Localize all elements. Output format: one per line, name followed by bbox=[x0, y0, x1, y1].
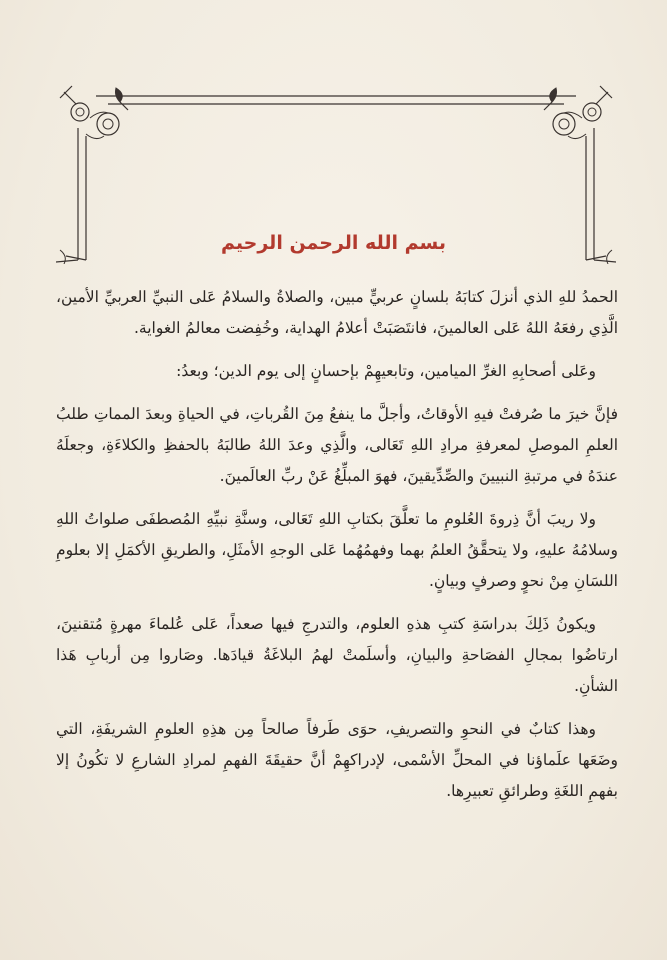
body-text bbox=[56, 282, 618, 819]
corner-ornament-right-icon bbox=[544, 86, 612, 139]
paragraph: ولا ريبَ أنَّ ذِروةَ العُلومِ ما تعلَّقَ بكتابِ اللهِ تَعَالى، وسنَّةِ نبيِّهِ المُصطفَى صلواتُ اللهِ وسلامُهُ عليهِ، ولا يتحقَّقُ العلمُ بهما وفهمُهُما عَلى الوجهِ الأمثَلِ، والطريقِ الأكمَلِ إلا بعلومِ اللسَانِ مِنْ نحوٍ وصرفٍ وبيانٍ. bbox=[56, 510, 618, 590]
paragraph: الحمدُ للهِ الذي أنزلَ كتابَهُ بلسانٍ عربيٍّ مبين، والصلاةُ والسلامُ عَلى النبيِّ العربيِّ الأمين، الَّذِي رفعَهُ اللهُ عَلى العالمينَ، فانتَصَبَتْ أعلامُ الهداية، وخُفِضت معالمُ الغواية. bbox=[56, 288, 618, 337]
paragraph: وهذا كتابٌ في النحوِ والتصريفِ، حوَى طَرفاً صالحاً مِن هذِهِ العلومِ الشريفَةِ، التي وضَعَها علَماؤنا في المحلِّ الأسْمى، لإدراكهِمْ أنَّ حقيقَةَ الفهمِ لمرادِ الشارعِ لا تكُونُ إلا بفهمِ اللغَةِ وطرائقِ تعبيرِها. bbox=[56, 720, 618, 800]
paragraph: وعَلى أصحابِهِ الغرِّ الميامين، وتابعيهِمْ بإحسانٍ إلى يوم الدين؛ وبعدُ: bbox=[176, 362, 596, 380]
paragraph: ويكونُ ذَلِكَ بدراسَةِ كتبِ هذهِ العلوم، والتدرجِ فيها صعداً، عَلى عُلماءَ مهرةٍ مُتقنينَ، ارتاضُوا بمجالِ الفصَاحةِ والبيانِ، وأسلَمتْ لهمُ البلاغَةُ قيادَها. وصَاروا مِن أربابِ هَذا الشأنِ. bbox=[56, 615, 618, 695]
page-heading: بسم الله الرحمن الرحيم bbox=[221, 232, 446, 254]
paragraph: فإنَّ خيرَ ما صُرفتْ فيهِ الأوقاتُ، وأجلَّ ما ينفعُ مِنَ القُرباتِ، في الحياةِ وبعدَ المماتِ طلبُ العلمِ الموصلِ لمعرفةِ مرادِ اللهِ تَعَالى، والَّذِي وعدَ اللهُ طالبَهُ بالحفظِ والكلاءَةِ، وجعلَهُ عندَهُ في مرتبةِ النبيينَ والصِّدِّيقينَ، فهوَ المبلِّغُ عَنْ ربِّ العالَمينَ. bbox=[56, 405, 618, 485]
corner-ornament-left-icon bbox=[60, 86, 128, 139]
